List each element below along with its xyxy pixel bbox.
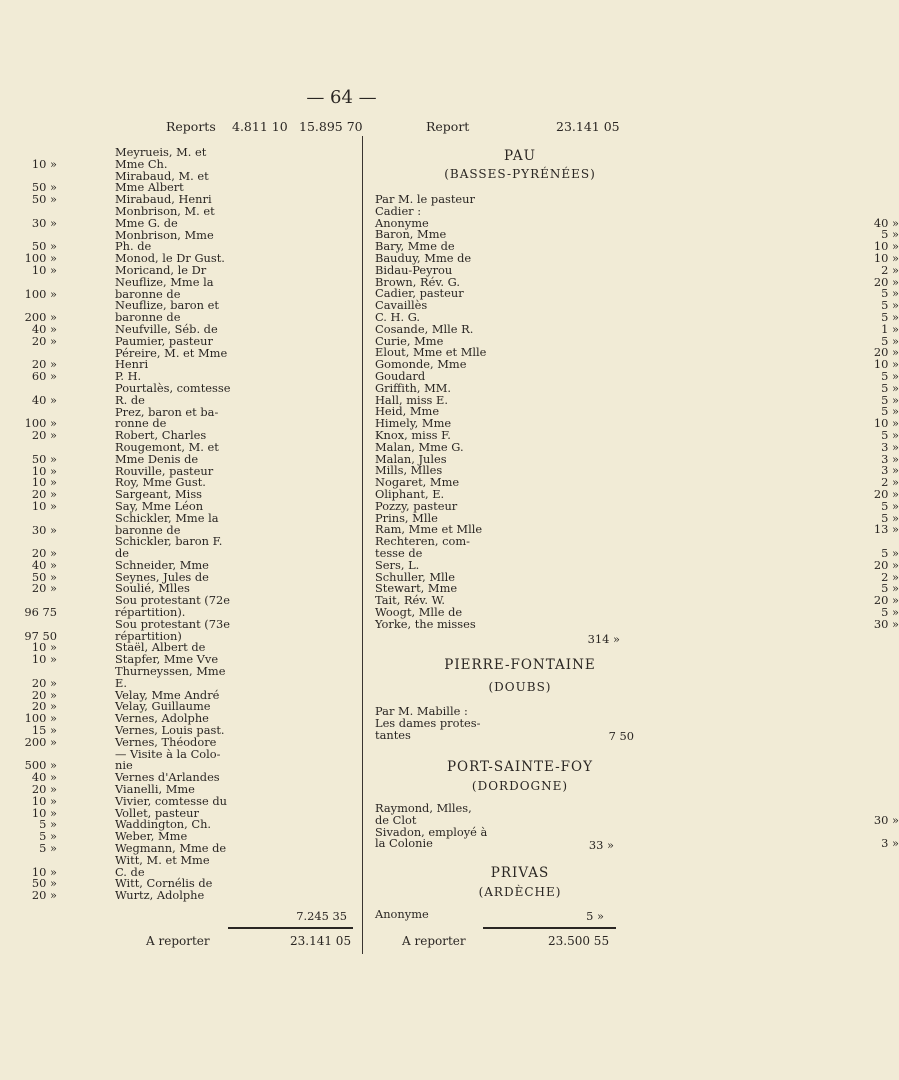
donation-amount: 3 » xyxy=(881,451,899,466)
donation-amount: 30 » xyxy=(873,616,899,631)
list-item xyxy=(0,368,899,383)
donor-name: Moricand, le Dr xyxy=(115,262,207,277)
pierre-fontaine-total: 7 50 xyxy=(608,729,634,743)
donor-name: la Colonie xyxy=(375,836,433,851)
donation-amount: 200 » xyxy=(24,310,57,325)
donor-name: Meyrueis, M. et xyxy=(115,145,207,159)
donor-name: Roy, Mme Gust. xyxy=(115,475,206,490)
donation-amount: 10 » xyxy=(31,498,57,513)
donor-name: Cavaillès xyxy=(375,298,428,313)
donation-amount: 10 » xyxy=(31,793,57,808)
donor-name: Cadier : xyxy=(375,203,422,218)
donor-name: Bary, Mme de xyxy=(375,239,455,254)
donor-name: Prins, Mlle xyxy=(375,510,438,525)
list-item xyxy=(0,593,899,608)
donation-amount: 50 » xyxy=(31,239,57,254)
donation-amount: 15 » xyxy=(31,723,57,738)
donor-name: Ph. de xyxy=(115,239,152,254)
donor-name: Monod, le Dr Gust. xyxy=(115,251,225,266)
donation-amount: 10 » xyxy=(873,250,899,265)
donor-name: baronne de xyxy=(115,310,181,325)
donation-amount: 50 » xyxy=(31,451,57,466)
donor-name: C. de xyxy=(115,864,145,879)
donation-amount: 20 » xyxy=(31,782,57,797)
donor-name: Henri xyxy=(115,357,149,372)
donation-amount: 40 » xyxy=(31,392,57,407)
donor-name: Stapfer, Mme Vve xyxy=(115,652,219,667)
list-item xyxy=(0,404,899,419)
list-item xyxy=(0,439,899,454)
donor-name: Gomonde, Mme xyxy=(375,357,467,372)
donor-name: Mme Albert xyxy=(115,180,184,195)
donation-amount: 50 » xyxy=(31,180,57,195)
left-header-amount2: 15.895 70 xyxy=(299,119,363,134)
donor-name: Pozzy, pasteur xyxy=(375,498,458,513)
donor-name: Waddington, Ch. xyxy=(115,817,212,832)
list-item xyxy=(0,286,899,301)
donor-name: Weber, Mme xyxy=(115,829,188,844)
donor-name: Tait, Rév. W. xyxy=(375,593,445,608)
donation-amount: 20 » xyxy=(31,428,57,443)
list-item xyxy=(0,262,899,277)
donor-name: Cadier, pasteur xyxy=(375,286,464,301)
right-header-label: Report xyxy=(426,119,470,134)
donor-name: Rechteren, com- xyxy=(375,534,471,549)
list-item xyxy=(0,616,899,631)
donor-name: Sers, L. xyxy=(375,557,420,572)
donor-name: Wurtz, Adolphe xyxy=(115,888,205,903)
donor-name: Malan, Jules xyxy=(375,451,447,466)
list-item xyxy=(0,715,683,730)
donor-name: Soulié, Mlles xyxy=(115,581,190,596)
list-item xyxy=(0,803,683,815)
donor-name: Mme Denis de xyxy=(115,451,199,466)
list-item xyxy=(0,486,899,501)
page-number: — 64 — xyxy=(306,87,377,108)
list-item xyxy=(0,321,899,336)
donor-name: Sou protestant (73e xyxy=(115,616,230,631)
list-item xyxy=(0,380,899,395)
port-sainte-foy-title: PORT-SAINTE-FOY xyxy=(446,759,594,775)
list-item xyxy=(0,345,899,360)
donor-name: Witt, Cornélis de xyxy=(115,876,213,891)
donation-amount: 20 » xyxy=(31,333,57,348)
donation-amount: 100 » xyxy=(24,251,57,266)
list-item xyxy=(0,194,683,206)
list-item xyxy=(0,215,899,230)
list-item xyxy=(0,581,899,596)
pau-total: 314 » xyxy=(587,632,620,646)
donation-amount: 50 » xyxy=(31,192,57,207)
list-item xyxy=(0,890,362,902)
donor-name: Velay, Mme André xyxy=(115,687,220,702)
donor-name: Péreire, M. et Mme xyxy=(115,345,228,360)
donor-name: Elout, Mme et Mlle xyxy=(375,345,487,360)
donor-name: Anonyme xyxy=(375,215,429,230)
donation-amount: 30 » xyxy=(873,812,899,827)
donor-name: Schickler, Mme la xyxy=(115,510,219,525)
pau-subtitle: (BASSES-PYRÉNÉES) xyxy=(444,167,596,181)
list-item xyxy=(0,557,899,572)
donor-name: Neuflize, Mme la xyxy=(115,274,214,289)
donor-name: Oliphant, E. xyxy=(375,486,445,501)
donor-name: Mirabaud, Henri xyxy=(115,192,212,207)
donor-name: Ram, Mme et Mlle xyxy=(375,522,483,537)
donor-name: Sivadon, employé à xyxy=(375,824,488,839)
donation-amount: 5 » xyxy=(39,817,57,832)
donation-amount: 10 » xyxy=(31,463,57,478)
donation-amount: 20 » xyxy=(873,557,899,572)
donation-amount: 10 » xyxy=(873,239,899,254)
donor-name: Neufville, Séb. de xyxy=(115,321,218,336)
donation-amount: 5 » xyxy=(881,604,899,619)
donation-amount: 5 » xyxy=(881,227,899,242)
donation-amount: 20 » xyxy=(31,675,57,690)
donation-amount: 20 » xyxy=(873,593,899,608)
donor-name: Thurneyssen, Mme xyxy=(115,664,226,679)
donor-name: Rouville, pasteur xyxy=(115,463,214,478)
donation-amount: 20 » xyxy=(31,888,57,903)
donor-name: nie xyxy=(115,758,133,773)
donation-amount: 96 75 xyxy=(24,605,57,620)
list-item xyxy=(0,274,899,289)
right-footer-label: A reporter xyxy=(402,934,466,948)
list-item xyxy=(0,416,899,431)
donor-name: Raymond, Mlles, xyxy=(375,801,472,815)
list-item xyxy=(0,250,899,265)
donation-amount: 2 » xyxy=(881,262,899,277)
donor-name: Les dames protes- xyxy=(375,715,481,730)
donation-amount: 5 » xyxy=(881,333,899,348)
donor-name: Mirabaud, M. et xyxy=(115,168,209,183)
donor-name: Seynes, Jules de xyxy=(115,569,209,584)
donor-name: Griffith, MM. xyxy=(375,380,452,395)
donation-amount: 3 » xyxy=(881,836,899,851)
right-total-rule xyxy=(483,927,616,929)
donation-amount: 500 » xyxy=(24,758,57,773)
donor-name: R. de xyxy=(115,392,145,407)
left-subtotal: 7.245 35 xyxy=(296,909,347,923)
donor-name: Vernes d'Arlandes xyxy=(115,770,220,785)
donation-amount: 5 » xyxy=(881,510,899,525)
donor-name: Mills, Mlles xyxy=(375,463,443,478)
donor-name: Goudard xyxy=(375,368,426,383)
donation-amount: 10 » xyxy=(31,156,57,171)
donor-name: Wegmann, Mme de xyxy=(115,841,227,856)
donation-amount: 20 » xyxy=(873,274,899,289)
donor-name: Vernes, Adolphe xyxy=(115,711,209,726)
donation-amount: 20 » xyxy=(31,487,57,502)
donor-name: Sargeant, Miss xyxy=(115,487,203,502)
donation-amount: 5 » xyxy=(881,581,899,596)
donation-amount: 10 » xyxy=(873,357,899,372)
donor-name: Vollet, pasteur xyxy=(115,805,199,820)
donor-name: Monbrison, M. et xyxy=(115,203,215,218)
list-item xyxy=(0,569,899,584)
donation-amount: 5 » xyxy=(881,368,899,383)
donation-amount: 5 » xyxy=(881,286,899,301)
donor-name: Prez, baron et ba- xyxy=(115,404,219,419)
donation-amount: 5 » xyxy=(881,545,899,560)
donor-name: Bauduy, Mme de xyxy=(375,250,472,265)
privas-title: PRIVAS xyxy=(490,865,550,881)
donation-amount: 20 » xyxy=(31,357,57,372)
donation-amount: 30 » xyxy=(31,215,57,230)
donor-name: Robert, Charles xyxy=(115,428,207,443)
donation-amount: 5 » xyxy=(881,309,899,324)
donor-name: Say, Mme Léon xyxy=(115,498,204,513)
donation-amount: 20 » xyxy=(31,546,57,561)
list-item xyxy=(0,604,899,619)
donor-name: répartition). xyxy=(115,605,186,620)
donation-amount: 40 » xyxy=(31,557,57,572)
donor-name: Vernes, Théodore xyxy=(115,734,217,749)
donation-amount: 30 » xyxy=(31,522,57,537)
donor-name: C. H. G. xyxy=(375,309,421,324)
donor-name: Malan, Mme G. xyxy=(375,439,464,454)
donor-name: Schuller, Mlle xyxy=(375,569,456,584)
donor-name: Mme Ch. xyxy=(115,156,168,171)
list-item xyxy=(0,298,899,313)
donor-name: P. H. xyxy=(115,369,142,384)
donor-name: Velay, Guillaume xyxy=(115,699,211,714)
list-item xyxy=(0,475,899,490)
pierre-fontaine-subtitle: (DOUBS) xyxy=(488,680,552,694)
donor-name: Vianelli, Mme xyxy=(115,782,195,797)
right-footer-amount: 23.500 55 xyxy=(548,934,610,948)
donor-name: Heid, Mme xyxy=(375,404,440,419)
left-header-amount1: 4.811 10 xyxy=(232,119,288,134)
donor-name: Anonyme xyxy=(375,907,429,921)
donor-name: Vivier, comtesse du xyxy=(115,793,227,808)
donor-name: de Clot xyxy=(375,812,417,827)
donation-amount: 20 » xyxy=(873,486,899,501)
donor-name: Par M. Mabille : xyxy=(375,704,468,718)
donation-amount: 10 » xyxy=(873,416,899,431)
list-item xyxy=(0,333,899,348)
donation-amount: 40 » xyxy=(31,770,57,785)
donor-name: ronne de xyxy=(115,416,167,431)
donation-amount: 5 » xyxy=(881,380,899,395)
list-item xyxy=(0,498,899,513)
left-footer-label: A reporter xyxy=(146,934,210,948)
donation-amount: 20 » xyxy=(873,345,899,360)
left-total-rule xyxy=(228,927,353,929)
donor-name: Staël, Albert de xyxy=(115,640,206,655)
donor-name: baronne de xyxy=(115,522,181,537)
left-header-label: Reports xyxy=(166,119,216,134)
list-item xyxy=(0,227,899,242)
donation-amount: 5 » xyxy=(39,841,57,856)
donation-amount: 10 » xyxy=(31,262,57,277)
donation-amount: 5 » xyxy=(39,829,57,844)
donor-name: tesse de xyxy=(375,545,423,560)
donation-amount: 100 » xyxy=(24,286,57,301)
list-item xyxy=(0,463,899,478)
donor-name: Bidau-Peyrou xyxy=(375,262,453,277)
donor-name: Yorke, the misses xyxy=(375,616,476,631)
list-item xyxy=(0,522,899,537)
port-sainte-foy-subtitle: (DORDOGNE) xyxy=(471,779,569,793)
donor-name: Cosande, Mlle R. xyxy=(375,321,474,336)
donation-amount: 5 » xyxy=(881,298,899,313)
donation-amount: 40 » xyxy=(31,321,57,336)
donor-name: Pourtalès, comtesse xyxy=(115,380,231,395)
donor-name: Brown, Rév. G. xyxy=(375,274,460,289)
donation-amount: 40 » xyxy=(873,215,899,230)
donor-name: Baron, Mme xyxy=(375,227,447,242)
donor-name: Hall, miss E. xyxy=(375,392,448,407)
list-item xyxy=(0,309,899,324)
pau-donor-list xyxy=(0,192,899,631)
donor-name: répartition) xyxy=(115,628,182,643)
list-item xyxy=(0,203,683,218)
donation-amount: 100 » xyxy=(24,711,57,726)
donor-name: E. xyxy=(115,675,127,690)
list-item xyxy=(0,510,899,525)
donation-amount: 5 » xyxy=(881,404,899,419)
privas-total: 5 » xyxy=(586,909,604,923)
list-item xyxy=(0,357,899,372)
donation-amount: 3 » xyxy=(881,439,899,454)
donation-amount: 10 » xyxy=(31,805,57,820)
donor-name: Witt, M. et Mme xyxy=(115,852,210,867)
donation-amount: 200 » xyxy=(24,734,57,749)
privas-subtitle: (ARDÈCHE) xyxy=(478,885,562,899)
donation-amount: 60 » xyxy=(31,369,57,384)
donation-amount: 100 » xyxy=(24,416,57,431)
donor-name: de xyxy=(115,546,130,561)
donor-name: Himely, Mme xyxy=(375,416,452,431)
donor-name: Stewart, Mme xyxy=(375,581,458,596)
donor-name: Rougemont, M. et xyxy=(115,439,219,454)
donor-name: — Visite à la Colo- xyxy=(115,746,221,761)
list-item xyxy=(0,451,899,466)
donor-name: Neuflize, baron et xyxy=(115,298,219,313)
left-footer-amount: 23.141 05 xyxy=(290,934,352,948)
donation-amount: 10 » xyxy=(31,652,57,667)
donor-name: Nogaret, Mme xyxy=(375,475,460,490)
donation-amount: 5 » xyxy=(881,427,899,442)
pau-title: PAU xyxy=(504,148,536,164)
donation-amount: 50 » xyxy=(31,569,57,584)
list-item xyxy=(0,536,683,548)
donation-amount: 5 » xyxy=(881,392,899,407)
donor-name: Knox, miss F. xyxy=(375,427,451,442)
donor-name: Sou protestant (72e xyxy=(115,593,230,608)
donation-amount: 10 » xyxy=(31,640,57,655)
donation-amount: 13 » xyxy=(873,522,899,537)
list-item xyxy=(0,427,899,442)
donation-amount: 5 » xyxy=(881,498,899,513)
pierre-fontaine-title: PIERRE-FONTAINE xyxy=(444,657,596,673)
donation-amount: 2 » xyxy=(881,475,899,490)
list-item xyxy=(0,706,683,718)
donor-name: baronne de xyxy=(115,286,181,301)
donation-amount: 2 » xyxy=(881,569,899,584)
right-header-amount: 23.141 05 xyxy=(556,119,620,134)
donor-name: Woogt, Mlle de xyxy=(375,604,463,619)
list-item xyxy=(0,392,899,407)
donation-amount: 50 » xyxy=(31,876,57,891)
donor-name: Paumier, pasteur xyxy=(115,333,213,348)
donor-name: Mme G. de xyxy=(115,215,178,230)
port-sainte-foy-total: 33 » xyxy=(588,838,614,852)
donation-amount: 20 » xyxy=(31,687,57,702)
list-item xyxy=(0,239,899,254)
donor-name: Vernes, Louis past. xyxy=(115,723,225,738)
donor-name: Schneider, Mme xyxy=(115,557,209,572)
donation-amount: 97 50 xyxy=(24,628,57,643)
donor-name: Curie, Mme xyxy=(375,333,444,348)
donation-amount: 1 » xyxy=(881,321,899,336)
donor-name: Par M. le pasteur xyxy=(375,192,475,206)
donation-amount: 20 » xyxy=(31,581,57,596)
donation-amount: 10 » xyxy=(31,864,57,879)
list-item xyxy=(0,545,899,560)
donation-amount: 20 » xyxy=(31,699,57,714)
donor-name: tantes xyxy=(375,727,411,742)
donation-amount: 3 » xyxy=(881,463,899,478)
donor-name: Schickler, baron F. xyxy=(115,534,223,549)
donation-amount: 10 » xyxy=(31,475,57,490)
donor-name: Monbrison, Mme xyxy=(115,227,214,242)
